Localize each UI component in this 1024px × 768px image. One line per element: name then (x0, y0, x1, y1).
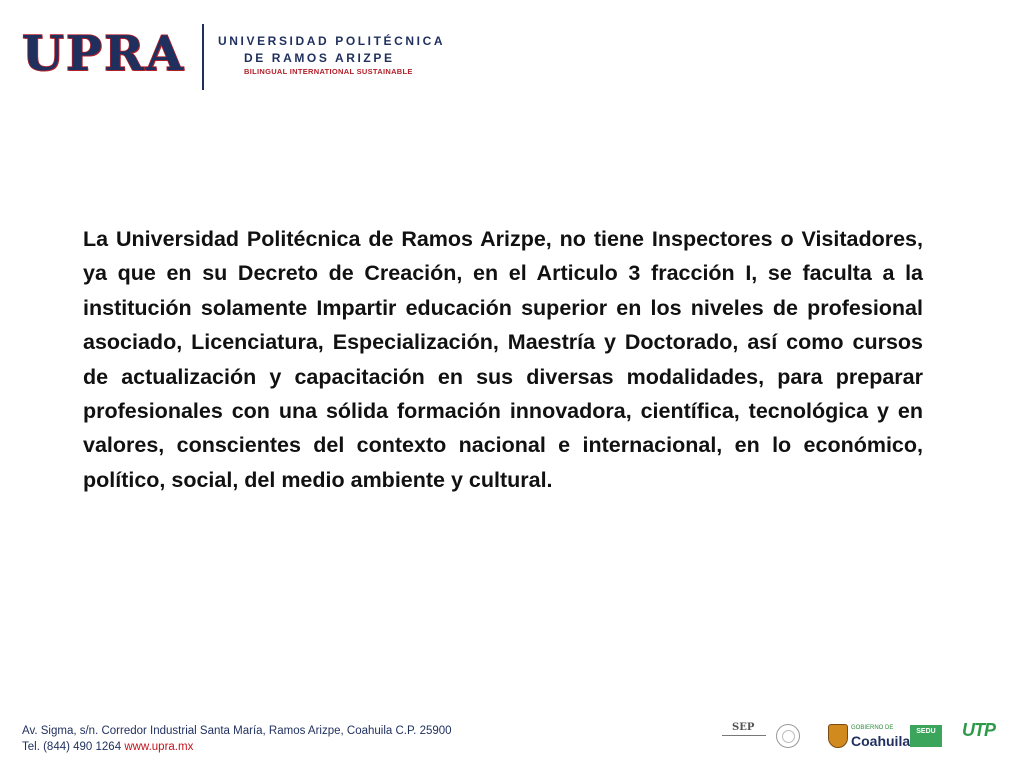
university-name-line1: UNIVERSIDAD POLITÉCNICA (218, 34, 446, 48)
sep-label: SEP (732, 722, 755, 733)
coahuila-small-label: GOBIERNO DE (851, 725, 894, 731)
university-tagline: BILINGUAL INTERNATIONAL SUSTAINABLE (244, 67, 413, 76)
mexico-seal-icon (776, 724, 800, 748)
contact-line (22, 739, 452, 755)
address-line: Av. Sigma, s/n. Corredor Industrial Santa María, Ramos Arizpe, Coahuila C.P. 25900 (22, 725, 452, 737)
sep-logo (718, 720, 770, 752)
main-paragraph: La Universidad Politécnica de Ramos Arizpe, no tiene Inspectores o Visitadores, ya que en su Decreto de Creación, en el Articulo 3 fracción I, se faculta a la institución solamente Impartir educación superior en los niveles de profesional asociado, Licenciatura, Especialización, Maestría y Doctorado, así como cursos de actualización y capacitación en sus diversas modalidades, para preparar profesionales con una sólida formación innovadora, científica, tecnológica y en valores, conscientes del contexto nacional e internacional, en lo económico, político, social, del medio ambiente y cultural. (83, 227, 923, 492)
upra-logo: UPRA (22, 26, 186, 82)
phone-number: Tel. (844) 490 1264 (22, 741, 122, 753)
logo-divider (202, 24, 204, 90)
utp-logo: UTP (962, 720, 995, 740)
header (22, 20, 446, 92)
coahuila-label: Coahuila (851, 733, 911, 749)
sedu-logo: SEDU (910, 725, 942, 747)
coahuila-shield-icon (828, 724, 848, 748)
website-link[interactable]: www.upra.mx (124, 741, 194, 753)
university-name-line2: DE RAMOS ARIZPE (244, 51, 395, 65)
sep-divider (722, 735, 766, 736)
footer-address (22, 723, 452, 755)
